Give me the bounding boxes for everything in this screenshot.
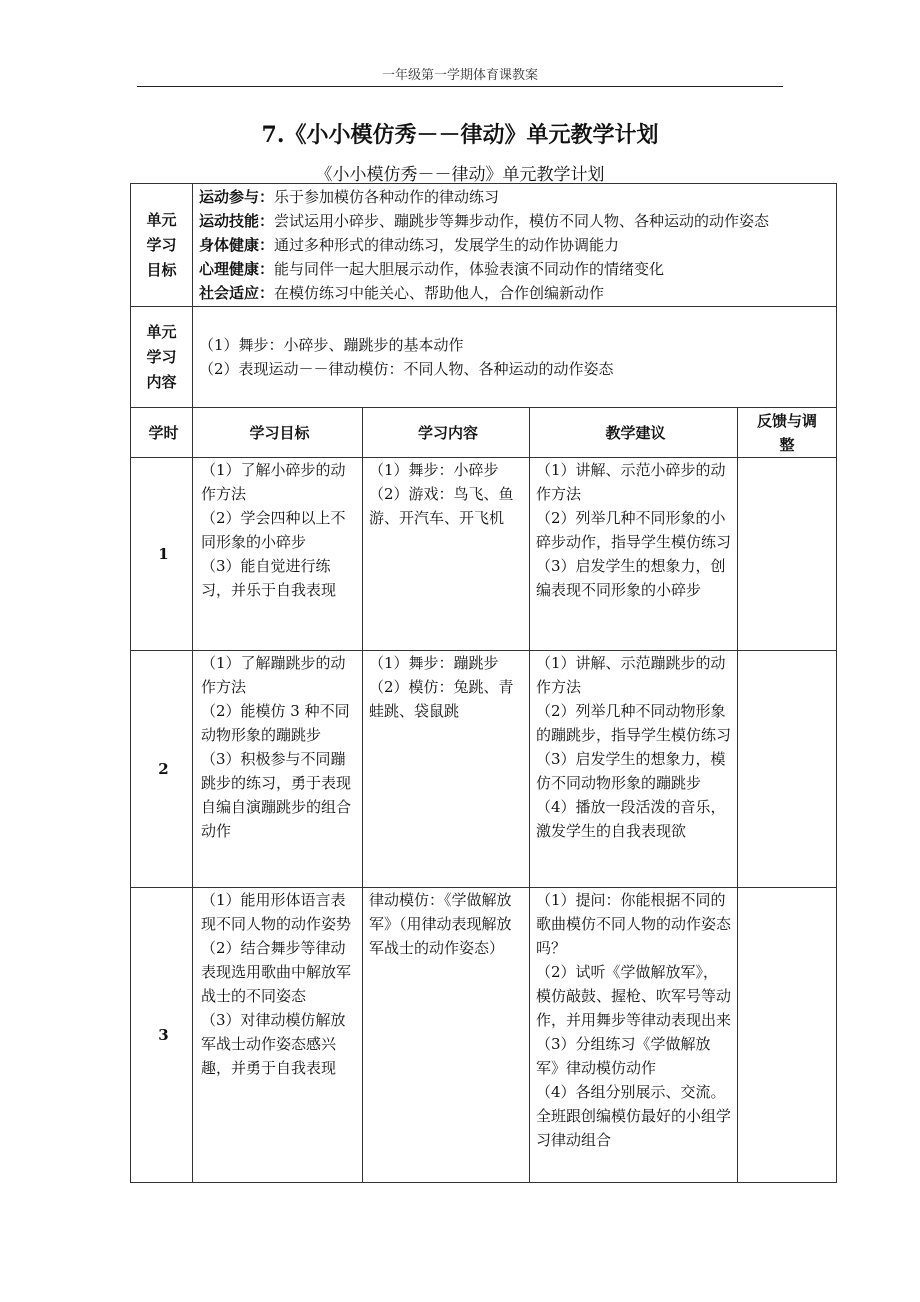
lesson-number: 2	[131, 651, 193, 888]
goal-category: 心理健康：	[199, 260, 275, 278]
lesson-feedback	[738, 458, 837, 651]
lesson-goals	[193, 458, 363, 651]
lesson-item: （2）能模仿 3 种不同动物形象的蹦跳步	[201, 702, 350, 744]
lesson-item: （3）对律动模仿解放军战士动作姿态感兴趣，并勇于自我表现	[201, 1011, 346, 1077]
col-header-content: 学习内容	[363, 408, 530, 458]
goal-category: 运动技能：	[199, 212, 275, 230]
col-header-period: 学时	[131, 408, 193, 458]
lesson-goals	[193, 651, 363, 888]
lesson-item: （1）能用形体语言表现不同人物的动作姿势	[201, 891, 352, 933]
lesson-item: （3）分组练习《学做解放军》律动模仿动作	[536, 1035, 711, 1077]
lesson-goals	[193, 888, 363, 1183]
lesson-item: （2）结合舞步等律动表现选用歌曲中解放军战士的不同姿态	[201, 939, 352, 1005]
label-line: 内容	[146, 372, 177, 391]
unit-goal-item	[199, 233, 832, 257]
lesson-item: （1）舞步：小碎步	[369, 461, 499, 479]
lesson-row	[131, 651, 837, 888]
unit-content-item: （1）舞步：小碎步、蹦跳步的基本动作	[199, 336, 464, 354]
lesson-item: （3）启发学生的想象力，模仿不同动物形象的蹦跳步	[536, 750, 726, 792]
goal-text: 通过多种形式的律动练习，发展学生的动作协调能力	[274, 236, 620, 254]
unit-content-label	[131, 307, 193, 408]
page-header: 一年级第一学期体育课教案	[381, 68, 538, 83]
label-line: 目标	[146, 260, 177, 279]
goal-category: 身体健康：	[199, 236, 275, 254]
unit-content-list	[193, 307, 837, 408]
unit-goal-item	[199, 185, 832, 209]
col-header-feedback	[738, 408, 837, 458]
lesson-row	[131, 458, 837, 651]
goal-text: 尝试运用小碎步、蹦跳步等舞步动作，模仿不同人物、各种运动的动作姿态	[274, 212, 770, 230]
lesson-item: （2）列举几种不同动物形象的蹦跳步，指导学生模仿练习	[536, 702, 732, 744]
label-line: 学习	[146, 235, 177, 254]
table-title: 《小小模仿秀－－律动》单元教学计划	[315, 165, 605, 185]
goal-category: 社会适应：	[199, 284, 275, 302]
lesson-feedback	[738, 888, 837, 1183]
lesson-item: （2）模仿：兔跳、青蛙跳、袋鼠跳	[369, 678, 514, 720]
col-header-advice: 教学建议	[530, 408, 738, 458]
table-header-row	[131, 408, 837, 458]
lesson-content	[363, 651, 530, 888]
goal-text: 在模仿练习中能关心、帮助他人，合作创编新动作	[274, 284, 605, 302]
unit-goal-item	[199, 257, 832, 281]
lesson-number: 3	[131, 888, 193, 1183]
lesson-feedback	[738, 651, 837, 888]
lesson-item: （4）播放一段活泼的音乐，激发学生的自我表现欲	[536, 798, 726, 840]
lesson-item: （3）能自觉进行练习，并乐于自我表现	[201, 557, 337, 599]
lesson-item: （4）各组分别展示、交流。全班跟创编模仿最好的小组学习律动组合	[536, 1083, 732, 1149]
unit-plan-table	[130, 183, 837, 1183]
unit-content-item: （2）表现运动－－律动模仿：不同人物、各种运动的动作姿态	[199, 360, 614, 378]
col-header-goals: 学习目标	[193, 408, 363, 458]
lesson-item: （1）讲解、示范蹦跳步的动作方法	[536, 654, 726, 696]
col-header-feedback-text: 反馈与调整	[757, 411, 818, 454]
lesson-content	[363, 888, 530, 1183]
lesson-advice	[530, 458, 738, 651]
lesson-item: （3）启发学生的想象力，创编表现不同形象的小碎步	[536, 557, 726, 599]
unit-goal-item	[199, 281, 832, 305]
unit-goal-item	[199, 209, 832, 233]
lesson-advice	[530, 888, 738, 1183]
unit-goals-list	[193, 184, 837, 307]
lesson-item: （2）列举几种不同形象的小碎步动作，指导学生模仿练习	[536, 509, 732, 551]
lesson-row	[131, 888, 837, 1183]
label-line: 单元	[146, 210, 177, 229]
label-line: 学习	[146, 347, 177, 366]
lesson-item: （1）舞步：蹦跳步	[369, 654, 499, 672]
label-line: 单元	[146, 322, 177, 341]
unit-goals-row	[131, 184, 837, 307]
lesson-item: 律动模仿：《学做解放军》（用律动表现解放军战士的动作姿态）	[369, 891, 512, 957]
lesson-item: （1）了解小碎步的动作方法	[201, 461, 346, 503]
lesson-item: （1）提问：你能根据不同的歌曲模仿不同人物的动作姿态吗？	[536, 891, 732, 957]
lesson-number: 1	[131, 458, 193, 651]
header-divider	[137, 86, 783, 87]
goal-category: 运动参与：	[199, 188, 275, 206]
goal-text: 能与同伴一起大胆展示动作，体验表演不同动作的情绪变化	[274, 260, 665, 278]
goal-text: 乐于参加模仿各种动作的律动练习	[274, 188, 500, 206]
lesson-item: （1）讲解、示范小碎步的动作方法	[536, 461, 726, 503]
lesson-item: （2）试听《学做解放军》，模仿敲鼓、握枪、吹军号等动作，并用舞步等律动表现出来	[536, 963, 732, 1029]
lesson-item: （3）积极参与不同蹦跳步的练习，勇于表现自编自演蹦跳步的组合动作	[201, 750, 352, 840]
unit-content-row	[131, 307, 837, 408]
unit-goals-label	[131, 184, 193, 307]
lesson-advice	[530, 651, 738, 888]
lesson-content	[363, 458, 530, 651]
lesson-item: （2）学会四种以上不同形象的小碎步	[201, 509, 346, 551]
lesson-item: （1）了解蹦跳步的动作方法	[201, 654, 346, 696]
document-title: 7.《小小模仿秀－－律动》单元教学计划	[261, 122, 659, 148]
lesson-item: （2）游戏：鸟飞、鱼游、开汽车、开飞机	[369, 485, 514, 527]
